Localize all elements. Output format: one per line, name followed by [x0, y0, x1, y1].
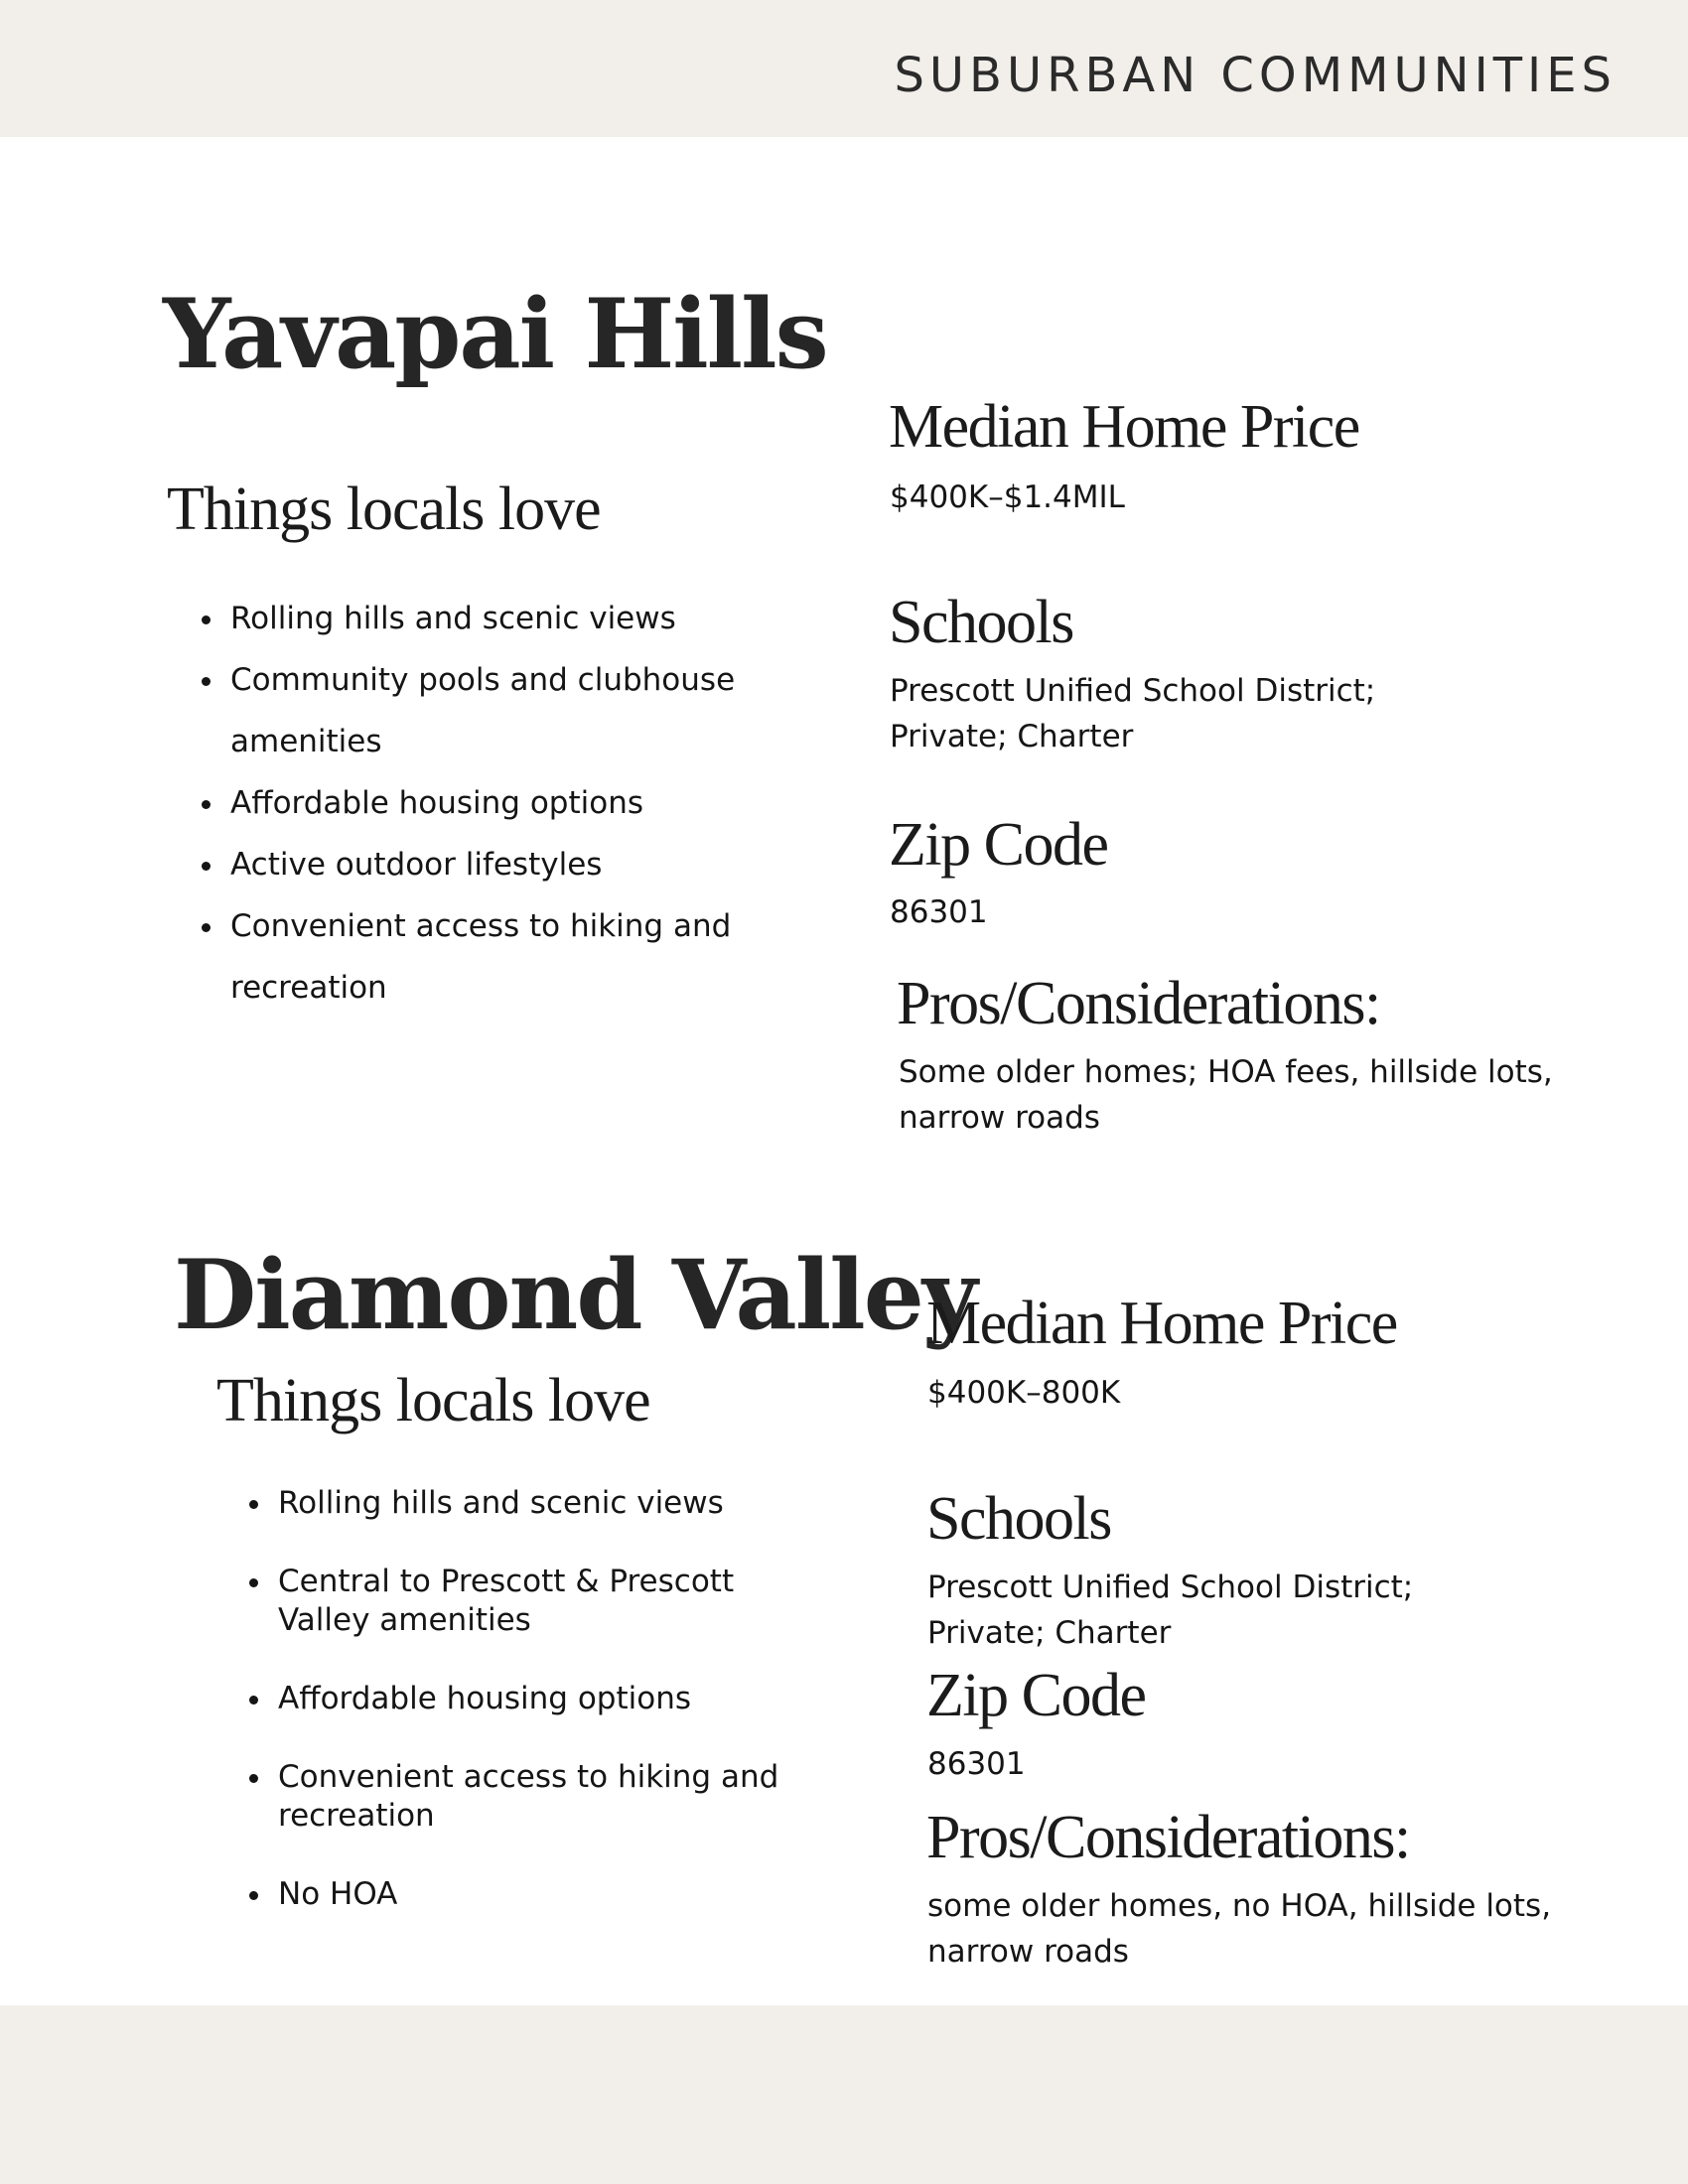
- median-price-label: Median Home Price: [926, 1290, 1397, 1357]
- list-item: • Central to Prescott & Prescott Valley amenities: [274, 1563, 765, 1640]
- schools-label: Schools: [889, 589, 1073, 656]
- list-item: • Convenient access to hiking and recreation: [226, 895, 812, 1019]
- pros-considerations-label: Pros/Considerations:: [926, 1804, 1410, 1871]
- pros-considerations-label: Pros/Considerations:: [897, 970, 1380, 1037]
- zip-code-value: 86301: [890, 894, 988, 930]
- median-price-value: $400K–$1.4MIL: [890, 479, 1125, 515]
- median-price-value: $400K–800K: [927, 1375, 1121, 1411]
- list-item: • No HOA: [274, 1875, 860, 1914]
- list-item: • Active outdoor lifestyles: [226, 834, 812, 895]
- community-name: Yavapai Hills: [163, 278, 827, 390]
- zip-code-label: Zip Code: [889, 811, 1108, 879]
- list-item: • Affordable housing options: [226, 772, 812, 834]
- median-price-label: Median Home Price: [889, 393, 1359, 461]
- pros-considerations-value: some older homes, no HOA, hillside lots, narrow roads: [927, 1888, 1552, 1970]
- list-item: • Rolling hills and scenic views: [226, 588, 812, 649]
- locals-love-list: [226, 1484, 860, 1914]
- community-name: Diamond Valley: [174, 1239, 976, 1351]
- schools-value: Prescott Unified School District; Private; Charter: [927, 1570, 1414, 1651]
- list-item: • Rolling hills and scenic views: [274, 1484, 860, 1523]
- schools-value: Prescott Unified School District; Private; Charter: [890, 673, 1376, 754]
- things-locals-love-heading: Things locals love: [167, 476, 601, 543]
- pros-considerations-value: Some older homes; HOA fees, hillside lots, narrow roads: [899, 1054, 1553, 1136]
- things-locals-love-heading: Things locals love: [216, 1367, 650, 1434]
- schools-label: Schools: [926, 1485, 1111, 1553]
- zip-code-value: 86301: [927, 1746, 1026, 1782]
- list-item: • Convenient access to hiking and recreation: [274, 1758, 804, 1836]
- list-item: • Community pools and clubhouse amenities: [226, 649, 812, 772]
- page-title: SUBURBAN COMMUNITIES: [894, 48, 1617, 103]
- bottom-band: [0, 2005, 1688, 2184]
- zip-code-label: Zip Code: [926, 1662, 1146, 1729]
- list-item: • Affordable housing options: [274, 1680, 860, 1718]
